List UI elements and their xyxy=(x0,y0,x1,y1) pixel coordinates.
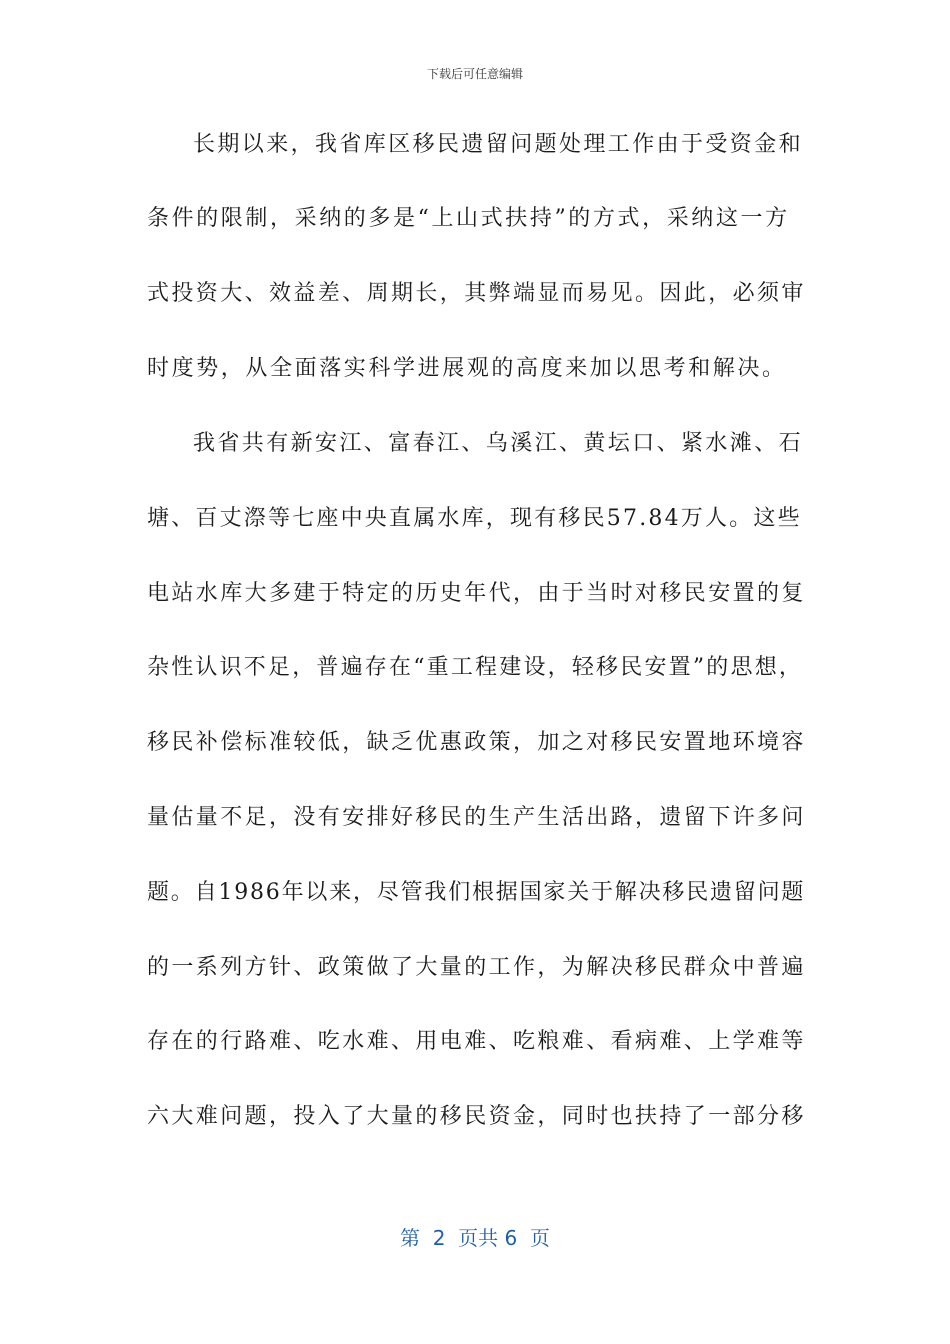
text-line: 移民补偿标准较低，缺乏优惠政策，加之对移民安置地环境容 xyxy=(147,730,806,755)
text-line: 条件的限制，采纳的多是“上山式扶持”的方式，采纳这一方 xyxy=(147,206,790,231)
text-line: 塘、百丈漈等七座中央直属水库，现有移民57.84万人。这些 xyxy=(147,506,802,531)
text-line: 杂性认识不足，普遍存在“重工程建设，轻移民安置”的思想， xyxy=(147,655,804,680)
text-line: 的一系列方针、政策做了大量的工作，为解决移民群众中普遍 xyxy=(147,955,806,980)
page-header-note: 下载后可任意编辑 xyxy=(426,67,523,81)
text-line: 时度势，从全面落实科学进展观的高度来加以思考和解决。 xyxy=(147,356,787,381)
text-line: 长期以来，我省库区移民遗留问题处理工作由于受资金和 xyxy=(193,132,804,157)
text-line: 六大难问题，投入了大量的移民资金，同时也扶持了一部分移 xyxy=(147,1104,806,1129)
text-line: 存在的行路难、吃水难、用电难、吃粮难、看病难、上学难等 xyxy=(147,1029,806,1054)
text-line: 电站水库大多建于特定的历史年代，由于当时对移民安置的复 xyxy=(147,581,806,606)
page-number: 第 2 页共 6 页 xyxy=(400,1226,550,1250)
text-line: 量估量不足，没有安排好移民的生产生活出路，遗留下许多问 xyxy=(147,805,806,830)
text-line: 我省共有新安江、富春江、乌溪江、黄坛口、紧水滩、石 xyxy=(193,431,804,456)
text-line: 题。自1986年以来，尽管我们根据国家关于解决移民遗留问题 xyxy=(147,880,806,905)
text-line: 式投资大、效益差、周期长，其弊端显而易见。因此，必须审 xyxy=(147,281,806,306)
